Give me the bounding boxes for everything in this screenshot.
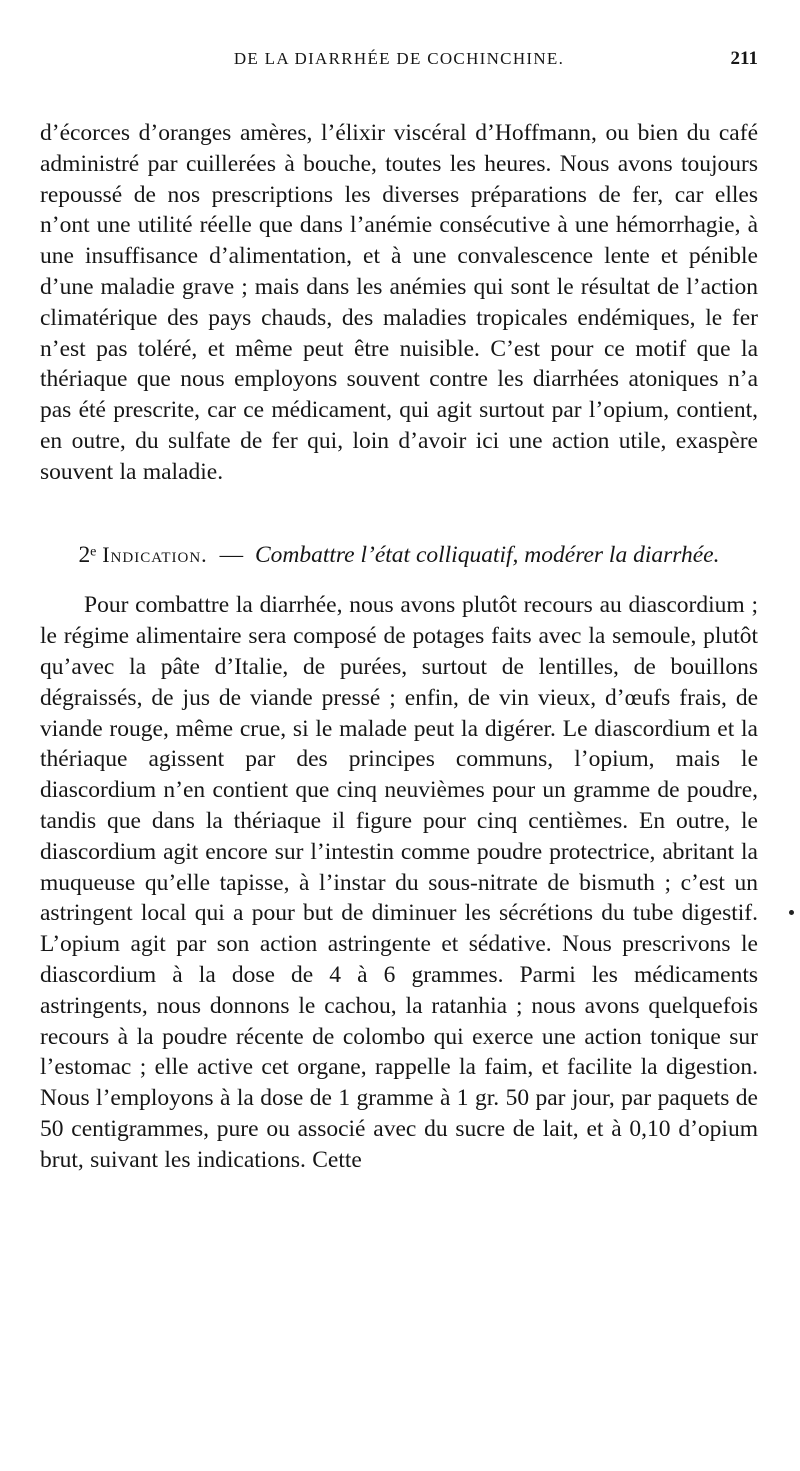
- book-page: [40, 0, 758, 1176]
- heading-dash: —: [219, 541, 244, 568]
- body-paragraph-2: Pour combattre la diarrhée, nous avons plutôt recours au diascordium ; le régime alimentaire sera composé de potages faits avec la semoule, plutôt qu’avec la pâte d’Italie, de purées, surtout de lentilles, de bouillons dégraissés, de jus de viande pressé ; enfin, de vin vieux, d’œufs frais, de viande rouge, même crue, si le malade peut la digérer. Le diascordium et la thériaque agissent par des principes communs, l’opium, mais le diascordium n’en contient que cinq neuvièmes pour un gramme de poudre, tandis que dans la thériaque il figure pour cinq centièmes. En outre, le diascordium agit encore sur l’intestin comme poudre protectrice, abritant la muqueuse qu’elle tapisse, à l’instar du sous-nitrate de bismuth ; c’est un astringent local qui a pour but de diminuer les sécrétions du tube digestif. L’opium agit par son action astringente et sédative. Nous prescrivons le diascordium à la dose de 4 à 6 grammes. Parmi les médicaments astringents, nous donnons le cachou, la ratanhia ; nous avons quelquefois recours à la poudre récente de colombo qui exerce une action tonique sur l’estomac ; elle active cet organe, rappelle la faim, et facilite la digestion. Nous l’employons à la dose de 1 gramme à 1 gr. 50 par jour, par paquets de 50 centigrammes, pure ou associé avec du sucre de lait, et à 0,10 d’opium brut, suivant les indications. Cette: [40, 592, 758, 1173]
- body-paragraph-1: d’écorces d’oranges amères, l’élixir viscéral d’Hoffmann, ou bien du café administré par cuillerées à bouche, toutes les heures. Nous avons toujours repoussé de nos prescriptions les diverses préparations de fer, car elles n’ont une utilité réelle que dans l’anémie consécutive à une hémorrhagie, à une insuffisance d’alimentation, et à une convalescence lente et pénible d’une maladie grave ; mais dans les anémies qui sont le résultat de l’action climatérique des pays chauds, des maladies tropicales endémiques, le fer n’est pas toléré, et même peut être nuisible. C’est pour ce motif que la thériaque que nous employons souvent contre les diarrhées atoniques n’a pas été prescrite, car ce médicament, qui agit surtout par l’opium, contient, en outre, du sulfate de fer qui, loin d’avoir ici une action utile, exaspère souvent la maladie.: [40, 120, 758, 485]
- section-heading: [40, 540, 758, 571]
- heading-label: Indication.: [102, 541, 208, 567]
- margin-speck: [789, 910, 794, 915]
- running-header: [40, 0, 758, 69]
- page-number: 211: [730, 48, 758, 69]
- heading-number: 2ᵉ: [78, 541, 97, 568]
- heading-title: Combattre l’état colliquatif, modérer la diarrhée.: [254, 541, 720, 568]
- running-title: DE LA DIARRHÉE DE COCHINCHINE.: [233, 49, 565, 68]
